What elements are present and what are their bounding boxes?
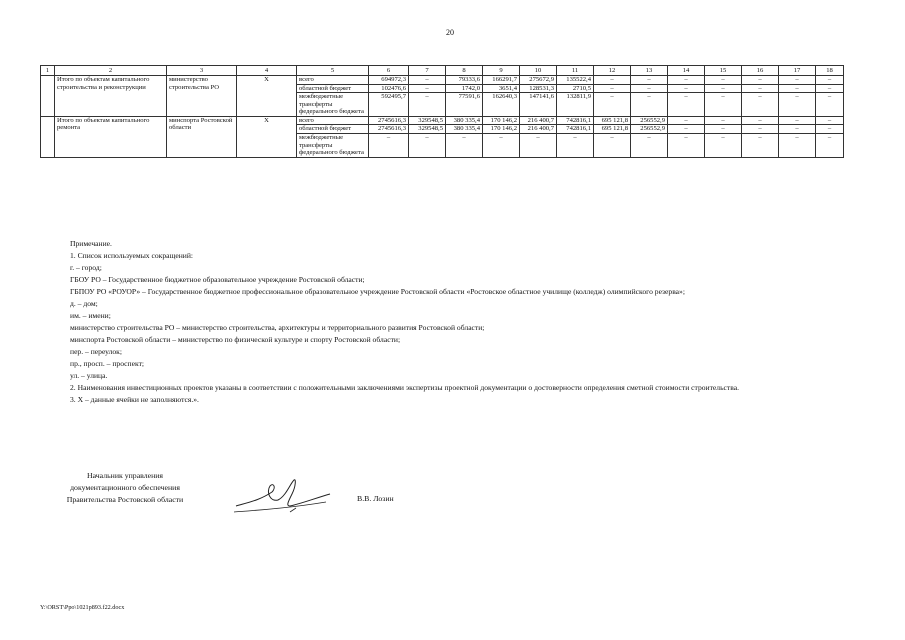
value-cell: 1742,0 <box>446 84 483 93</box>
value-cell: – <box>409 84 446 93</box>
value-cell: – <box>409 134 446 158</box>
value-cell: – <box>742 76 779 85</box>
abbrev-6: минспорта Ростовской области – министерство по физической культуре и спорту Ростовской области; <box>70 335 401 344</box>
value-cell: – <box>557 134 594 158</box>
abbrev-0: г. – город; <box>70 263 102 272</box>
header-cell: 5 <box>297 66 369 76</box>
value-cell: – <box>594 93 631 117</box>
value-cell: 170 146,2 <box>483 116 520 125</box>
value-cell: 380 335,4 <box>446 125 483 134</box>
value-cell: – <box>668 84 705 93</box>
value-cell: – <box>631 134 668 158</box>
value-cell: – <box>779 134 816 158</box>
value-cell: – <box>705 84 742 93</box>
header-cell: 7 <box>409 66 446 76</box>
value-cell: 128531,3 <box>520 84 557 93</box>
page-number: 20 <box>446 28 454 37</box>
ministry-cell: минспорта Ростовской области <box>167 116 237 157</box>
notes-title: Примечание. <box>70 239 112 248</box>
marker-cell: Х <box>237 116 297 157</box>
value-cell: – <box>779 93 816 117</box>
notes-item-3: 3. Х – данные ячейки не заполняются.». <box>70 395 199 404</box>
abbrev-9: ул. – улица. <box>70 371 108 380</box>
value-cell: – <box>520 134 557 158</box>
notes-section <box>70 238 865 406</box>
value-cell: – <box>816 116 844 125</box>
value-cell: 695 121,8 <box>594 125 631 134</box>
value-cell: – <box>631 76 668 85</box>
funding-source-cell: областной бюджет <box>297 84 369 93</box>
value-cell: 147141,6 <box>520 93 557 117</box>
value-cell: 170 146,2 <box>483 125 520 134</box>
value-cell: 380 335,4 <box>446 116 483 125</box>
row-number-cell <box>41 116 55 157</box>
value-cell: – <box>705 76 742 85</box>
value-cell: – <box>409 76 446 85</box>
value-cell: – <box>668 134 705 158</box>
budget-table <box>40 65 844 158</box>
value-cell: 742816,1 <box>557 125 594 134</box>
value-cell: 102476,6 <box>369 84 409 93</box>
funding-source-cell: всего <box>297 116 369 125</box>
value-cell: – <box>369 134 409 158</box>
value-cell: 132811,9 <box>557 93 594 117</box>
abbrev-1: ГБОУ РО – Государственное бюджетное образовательное учреждение Ростовской области; <box>70 275 365 284</box>
header-cell: 2 <box>55 66 167 76</box>
value-cell: – <box>779 84 816 93</box>
group-name-cell: Итого по объектам капитального ремонта <box>55 116 167 157</box>
value-cell: – <box>409 93 446 117</box>
value-cell: – <box>742 84 779 93</box>
value-cell: – <box>779 116 816 125</box>
value-cell: 135522,4 <box>557 76 594 85</box>
value-cell: – <box>483 134 520 158</box>
header-cell: 11 <box>557 66 594 76</box>
value-cell: – <box>742 134 779 158</box>
value-cell: 256552,9 <box>631 116 668 125</box>
header-cell: 10 <box>520 66 557 76</box>
header-cell: 4 <box>237 66 297 76</box>
value-cell: – <box>668 76 705 85</box>
notes-item-2: 2. Наименования инвестиционных проектов указаны в соответствии с положительными заключениями экспертизы проектной документации о достоверности определения сметной стоимости строительства. <box>70 383 739 392</box>
value-cell: – <box>816 84 844 93</box>
value-cell: – <box>816 93 844 117</box>
value-cell: – <box>705 134 742 158</box>
value-cell: – <box>594 84 631 93</box>
value-cell: 742816,1 <box>557 116 594 125</box>
header-cell: 3 <box>167 66 237 76</box>
value-cell: – <box>631 93 668 117</box>
value-cell: – <box>705 93 742 117</box>
value-cell: 592495,7 <box>369 93 409 117</box>
header-cell: 1 <box>41 66 55 76</box>
funding-source-cell: всего <box>297 76 369 85</box>
file-path: Y:\ORST\Ppo\1021p893.f22.docx <box>40 604 125 611</box>
value-cell: 329548,5 <box>409 125 446 134</box>
value-cell: 166291,7 <box>483 76 520 85</box>
value-cell: 77591,6 <box>446 93 483 117</box>
value-cell: – <box>668 116 705 125</box>
value-cell: – <box>668 125 705 134</box>
value-cell: 162640,3 <box>483 93 520 117</box>
signatory-title: Начальник управления документационного обеспечения Правительства Ростовской области <box>66 471 184 504</box>
value-cell: – <box>446 134 483 158</box>
abbrev-5: министерство строительства РО – министерство строительства, архитектуры и территориального развития Ростовской области; <box>70 323 485 332</box>
value-cell: – <box>742 93 779 117</box>
value-cell: – <box>779 125 816 134</box>
header-cell: 8 <box>446 66 483 76</box>
value-cell: – <box>631 84 668 93</box>
funding-source-cell: областной бюджет <box>297 125 369 134</box>
abbrev-7: пер. – переулок; <box>70 347 122 356</box>
value-cell: – <box>594 134 631 158</box>
notes-item-1: 1. Список используемых сокращений: <box>70 251 194 260</box>
funding-source-cell: межбюджетные трансферты федерального бюджета <box>297 93 369 117</box>
value-cell: 694972,3 <box>369 76 409 85</box>
value-cell: 329548,5 <box>409 116 446 125</box>
header-cell: 17 <box>779 66 816 76</box>
table-row <box>41 116 844 125</box>
value-cell: 3651,4 <box>483 84 520 93</box>
header-cell: 16 <box>742 66 779 76</box>
value-cell: – <box>816 76 844 85</box>
header-cell: 14 <box>668 66 705 76</box>
value-cell: 275672,9 <box>520 76 557 85</box>
header-cell: 15 <box>705 66 742 76</box>
value-cell: 2745616,3 <box>369 116 409 125</box>
abbrev-8: пр., просп. – проспект; <box>70 359 144 368</box>
abbrev-2: ГБПОУ РО «РОУОР» – Государственное бюджетное профессиональное образовательное учреждение Ростовской области «Ростовское областное училище (колледж) олимпийского резерва»; <box>70 287 685 296</box>
value-cell: 256552,9 <box>631 125 668 134</box>
value-cell: – <box>816 134 844 158</box>
handwritten-signature <box>230 472 340 522</box>
value-cell: 216 400,7 <box>520 116 557 125</box>
header-cell: 18 <box>816 66 844 76</box>
row-number-cell <box>41 76 55 117</box>
funding-source-cell: межбюджетные трансферты федерального бюджета <box>297 134 369 158</box>
value-cell: – <box>742 116 779 125</box>
value-cell: – <box>779 76 816 85</box>
abbrev-3: д. – дом; <box>70 299 98 308</box>
value-cell: 2745616,3 <box>369 125 409 134</box>
marker-cell: Х <box>237 76 297 117</box>
value-cell: 695 121,8 <box>594 116 631 125</box>
table-row <box>41 76 844 85</box>
value-cell: 216 400,7 <box>520 125 557 134</box>
signatory-name: В.В. Лозин <box>357 494 394 503</box>
value-cell: – <box>668 93 705 117</box>
header-cell: 6 <box>369 66 409 76</box>
header-cell: 13 <box>631 66 668 76</box>
value-cell: – <box>742 125 779 134</box>
ministry-cell: министерство строительства РО <box>167 76 237 117</box>
value-cell: – <box>705 125 742 134</box>
value-cell: – <box>816 125 844 134</box>
header-cell: 9 <box>483 66 520 76</box>
value-cell: – <box>705 116 742 125</box>
abbrev-4: им. – имени; <box>70 311 111 320</box>
value-cell: 2710,5 <box>557 84 594 93</box>
table-header-row <box>41 66 844 76</box>
group-name-cell: Итого по объектам капитального строительства и реконструкции <box>55 76 167 117</box>
value-cell: 79333,6 <box>446 76 483 85</box>
value-cell: – <box>594 76 631 85</box>
header-cell: 12 <box>594 66 631 76</box>
